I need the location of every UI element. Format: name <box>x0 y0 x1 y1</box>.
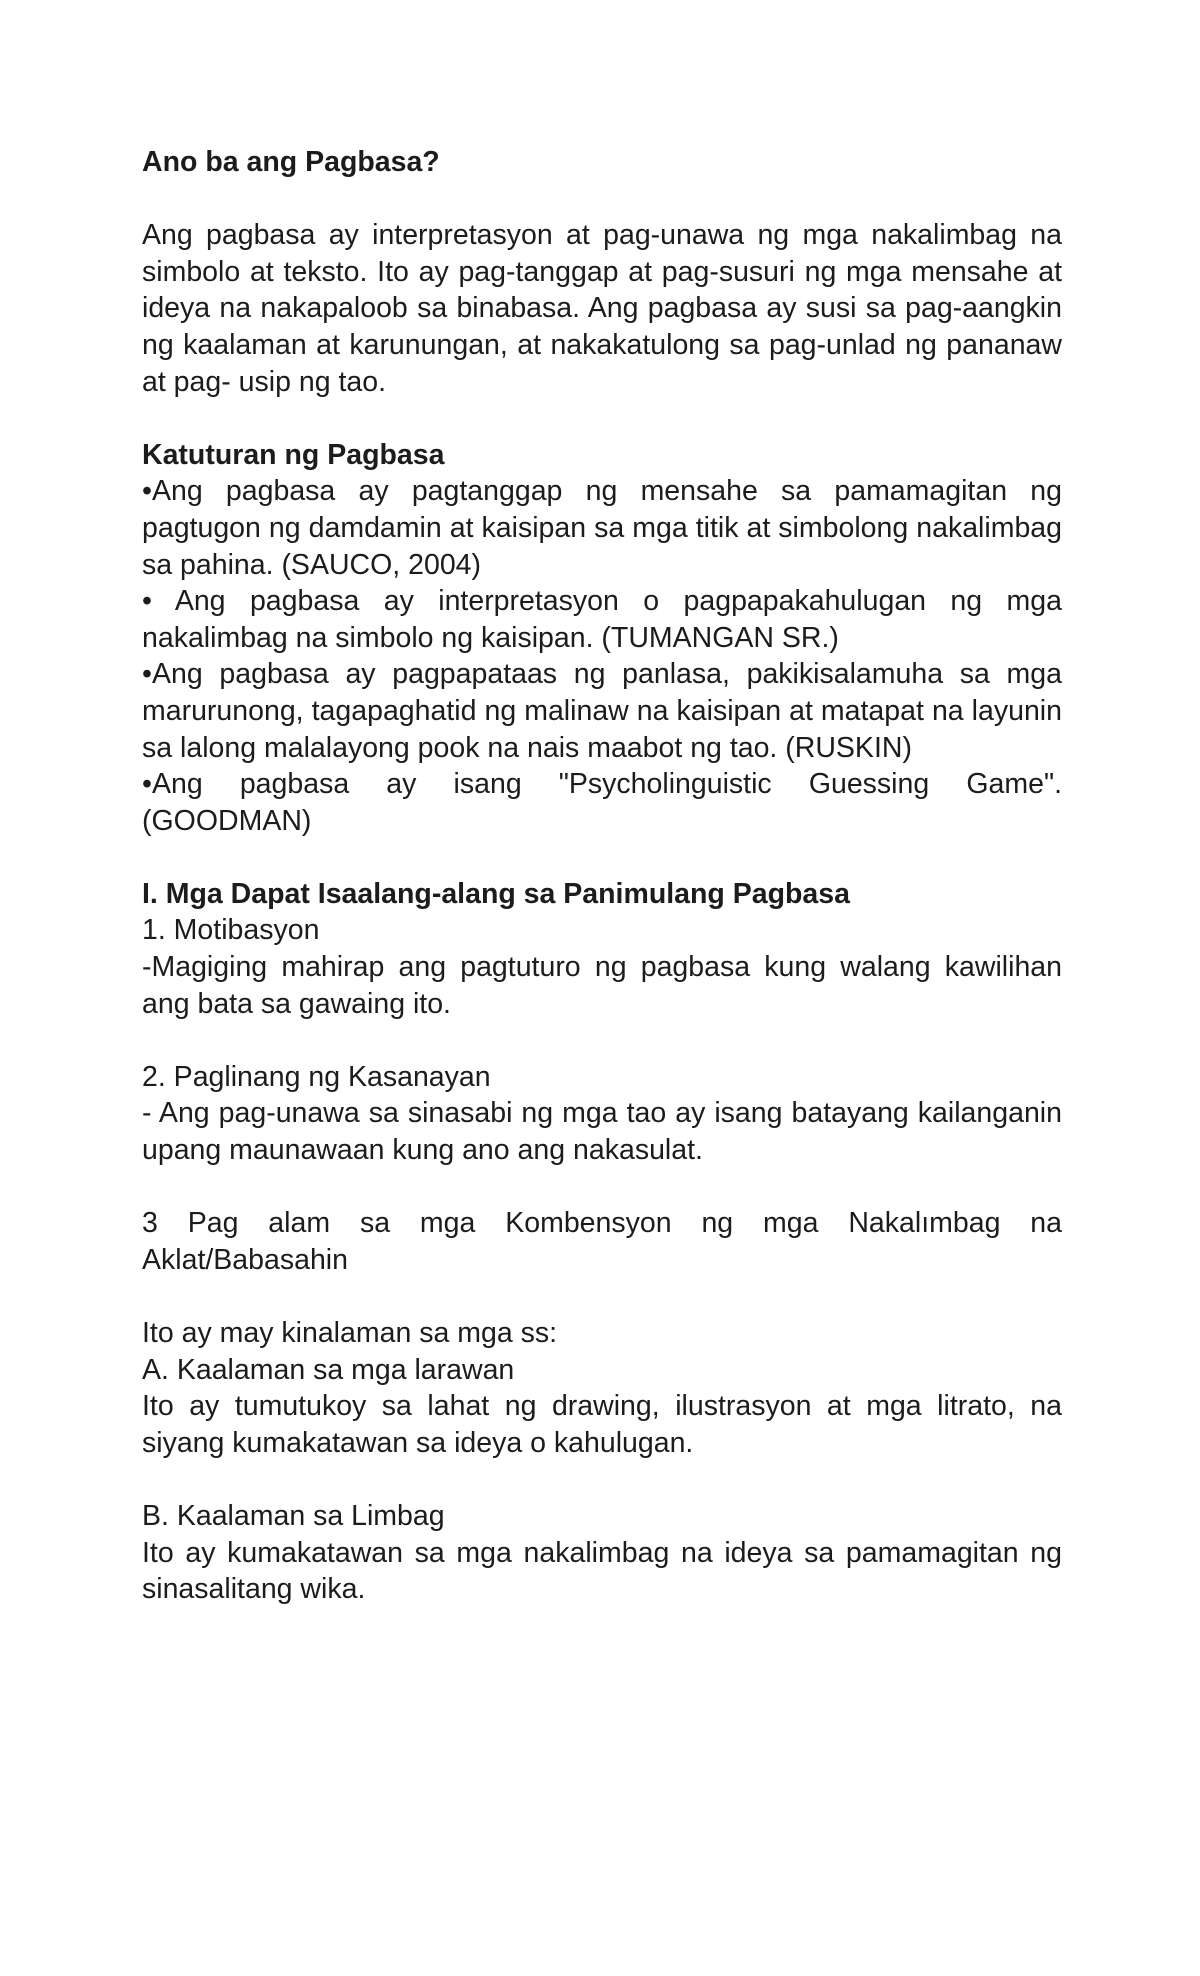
intro-paragraph: Ang pagbasa ay interpretasyon at pag-unawa ng mga nakalimbag na simbolo at teksto. Ito ay pag-tanggap at pag-susuri ng mga mensahe at ideya na nakapaloob sa binabasa. Ang pagbasa ay susi sa pag-aangkin ng kaalaman at karunungan, at nakakatulong sa pag-unlad ng pananaw at pag- usip ng tao. <box>142 219 1062 398</box>
spacer <box>142 181 1062 218</box>
item-title: 3 Pag alam sa mga Kombensyon ng mga Nakalımbag na Aklat/Babasahin <box>142 1207 1062 1276</box>
definition-item: • Ang pagbasa ay interpretasyon o pagpapakahulugan ng mga nakalimbag na simbolo ng kaisipan. (TUMANGAN SR.) <box>142 585 1062 654</box>
section-heading: I. Mga Dapat Isaalang-alang sa Panimulang Pagbasa <box>142 877 850 910</box>
item-body: - Ang pag-unawa sa sinasabi ng mga tao ay isang batayang kailanganin upang maunawaan kung ano ang nakasulat. <box>142 1097 1062 1167</box>
spacer <box>142 839 1062 876</box>
spacer <box>142 1169 1062 1206</box>
item-body: -Magiging mahirap ang pagtuturo ng pagbasa kung walang kawilihan ang bata sa gawaing ito. <box>142 951 1062 1020</box>
item-intro: Ito ay may kinalaman sa mga ss: <box>142 1317 558 1349</box>
spacer <box>142 1461 1062 1498</box>
subitem-title: B. Kaalaman sa Limbag <box>142 1499 445 1532</box>
document-page <box>142 144 1062 1608</box>
item-title: 1. Motibasyon <box>142 914 320 947</box>
definition-item: •Ang pagbasa ay pagpapataas ng panlasa, pakikisalamuha sa mga marurunong, tagapaghatid ng malinaw na kaisipan at matapat na layunin sa lalong malalayong pook na nais maabot ng tao. (RUSKIN) <box>142 658 1062 764</box>
definition-item: •Ang pagbasa ay pagtanggap ng mensahe sa pamamagitan ng pagtugon ng damdamin at kaisipan sa mga titik at simbolong nakalimbag sa pahina. (SAUCO, 2004) <box>142 475 1062 581</box>
spacer <box>142 1278 1062 1315</box>
definition-item: •Ang pagbasa ay isang "Psycholinguistic Guessing Game". (GOODMAN) <box>142 768 1062 837</box>
katuturan-heading: Katuturan ng Pagbasa <box>142 438 445 471</box>
item-title: 2. Paglinang ng Kasanayan <box>142 1060 491 1093</box>
subitem-body: Ito ay tumutukoy sa lahat ng drawing, ilustrasyon at mga litrato, na siyang kumakatawan sa ideya o kahulugan. <box>142 1390 1062 1459</box>
subitem-title: A. Kaalaman sa mga larawan <box>142 1353 515 1386</box>
spacer <box>142 1022 1062 1059</box>
subitem-body: Ito ay kumakatawan sa mga nakalimbag na ideya sa pamamagitan ng sinasalitang wika. <box>142 1536 1062 1606</box>
spacer <box>142 400 1062 437</box>
intro-heading: Ano ba ang Pagbasa? <box>142 146 440 178</box>
